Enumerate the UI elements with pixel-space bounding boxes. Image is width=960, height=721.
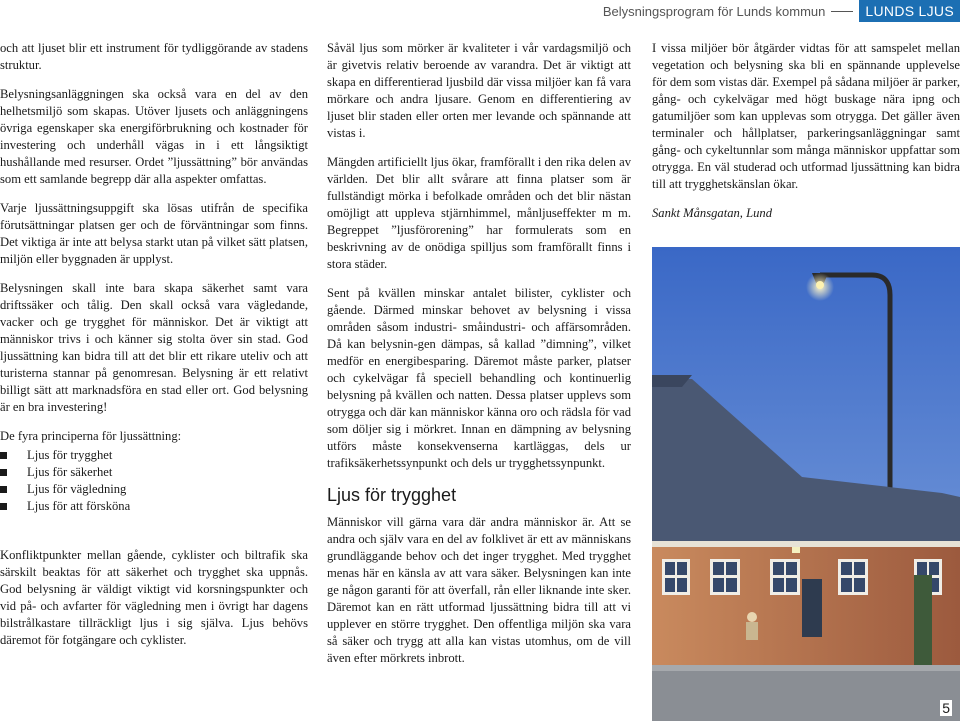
paragraph: Belysningen skall inte bara skapa säkerhet samt vara driftssäker och tålig. Den skall också vara vägledande, vacker och ge trygghet för människor. Det är viktigt att människor trivs i och känner sig stolta över sin stad. God ljussättning kan bidra till att det blir ett rikare uteliv och att turisterna stannar på genomresan. Belysning är ett relativt billigt sätt att marknadsföra en stad eller ort. God belysning är en bra investering! — [0, 281, 308, 414]
street-photo — [652, 247, 960, 721]
list-item: Ljus för trygghet — [0, 447, 308, 464]
person-sitting — [746, 612, 758, 640]
running-header — [0, 0, 960, 22]
street — [652, 669, 960, 721]
text-column-3 — [652, 40, 960, 234]
principles-list — [0, 447, 308, 515]
paragraph: Varje ljussättningsuppgift ska lösas utifrån de specifika förutsättningar platsen ger och de förväntningar som finns. Det viktiga är inte att belysa starkt utan på vilket sätt platsen, miljön eller byggnaden är upplyst. — [0, 201, 308, 266]
photo-caption: Sankt Månsgatan, Lund — [652, 206, 772, 220]
section-heading: Ljus för trygghet — [327, 485, 457, 505]
street-illustration — [652, 247, 960, 721]
paragraph: Konfliktpunkter mellan gående, cyklister och biltrafik ska särskilt beaktas för att säkerhet och trygghet ska uppnås. God belysning är väldigt viktigt vid korsningspunkter och vid på- och avfarter för vägledning men i övrigt har dagens bilstrålkastare tillräckligt ljus i sig själva. Ljus behövs däremot för fotgängare och cyklister. — [0, 548, 308, 647]
paragraph: Såväl ljus som mörker är kvaliteter i vår vardagsmiljö och är givetvis relativ beroende av varandra. Det är viktigt att skapa en differentierad ljusbild där vissa miljöer kan få vara mörkare och andra ljusare. Genom en differentiering av ljuset blir staden eller orten mer levande och spännande att vistas i. — [327, 41, 631, 140]
door — [802, 579, 822, 637]
paragraph: Belysningsanläggningen ska också vara en del av den helhetsmiljö som skapas. Utöver ljusets och anläggningens övriga egenskaper ska energiförbrukning och kostnader för investering och underhåll vägas in i ett långsiktigt hushållande med resurser. Ordet ”ljussättning” bör användas som ett samlande begrepp där alla aspekter omfattas. — [0, 87, 308, 186]
brand-badge: LUNDS LJUS — [859, 0, 960, 22]
list-item: Ljus för att försköna — [0, 498, 308, 515]
electrical-box — [914, 575, 932, 665]
header-divider — [831, 11, 853, 12]
page-number: 5 — [942, 700, 950, 716]
list-intro: De fyra principerna för ljussättning: — [0, 429, 182, 443]
text-column-2 — [327, 40, 631, 679]
paragraph: I vissa miljöer bör åtgärder vidtas för att samspelet mellan vegetation och belysning ska bli en spännande upplevelse för dem som vistas där. Exempel på sådana miljöer är parker, gång- och cykelvägar med högt buskage nära ipng och gatumiljöer som kan upplevas som otrygga. Det gäller även terminaler och hållplatser, parkeringsanläggningar samt gång- och cykeltunnlar som många människor uppfattar som otrygga. En väl studerad och utformad ljussättning kan bidra till att trygghetskänslan ökar. — [652, 41, 960, 191]
document-title: Belysningsprogram för Lunds kommun — [602, 3, 826, 19]
list-item: Ljus för vägledning — [0, 481, 308, 498]
paragraph: Människor vill gärna vara där andra människor är. Att se andra och själv vara en del av folklivet är ett av människans grundläggande behov och det inger trygghet. Med trygghet menas här en känsla av att vara säker. Belysningen kan inte ge någon garanti för att överfall, rån eller liknande inte sker. Däremot kan en rätt utformad ljussättning bidra till att vi upplever en större trygghet. Den offentliga miljön ska vara så säker och trygg att alla kan vistas utomhus, om de vill även efter mörkrets inbrott. — [327, 515, 631, 665]
paragraph: Mängden artificiellt ljus ökar, framförallt i den rika delen av världen. Det blir allt svårare att finna platser som är fullständigt mörka i befolkade områden och det blir nästan omöjligt att uppleva stjärnhimmel, månljuseffekter m m. Begreppet ”ljusförorening” har formulerats som en beskrivning av de onödiga spilljus som framförallt finns i stora städer. — [327, 155, 631, 271]
paragraph: och att ljuset blir ett instrument för tydliggörande av stadens struktur. — [0, 41, 308, 72]
list-item: Ljus för säkerhet — [0, 464, 308, 481]
text-column-1 — [0, 40, 308, 661]
paragraph: Sent på kvällen minskar antalet bilister, cyklister och gående. Därmed minskar behovet av belysning i vissa områden såsom industri- småindustri- och affärsområden. Då kan belysnin-gen dämpas, så kallad ”dimning”, vilket medför en energibesparing. Däremot måste parker, platser och cykelvägar få speciell behandling och kontinuerlig belysning på kvällen och natten. Dessa platser upplevs som otrygga och där kan människor känna oro och rädsla för vad som döljer sig i mörkret. Innan en dämpning av belysning utförs måste konsekvenserna kartläggas, dels ur trafiksäkerhetssynpunkt och dels ur trygghetssynpunkt. — [327, 286, 631, 470]
